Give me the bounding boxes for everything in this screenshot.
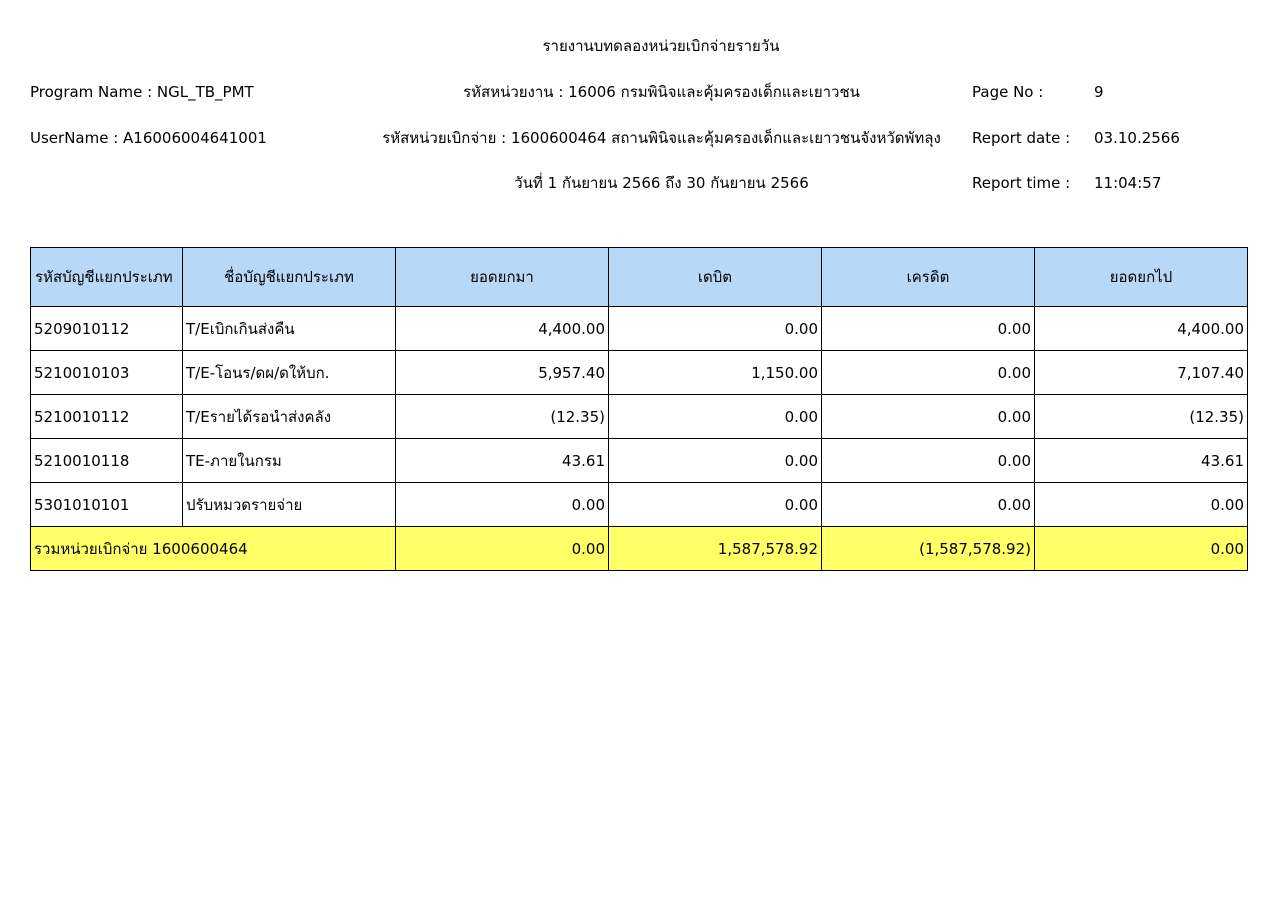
account-name-cell: ปรับหมวดรายจ่าย xyxy=(183,483,396,527)
account-code-cell: 5210010118 xyxy=(31,439,183,483)
col-header-account-name: ชื่อบัญชีแยกประเภท xyxy=(183,248,396,307)
table-row xyxy=(31,351,1248,395)
report-time-value: 11:04:57 xyxy=(1094,174,1162,192)
credit-cell: 0.00 xyxy=(822,439,1035,483)
account-name-cell: T/Eเบิกเกินส่งคืน xyxy=(183,307,396,351)
col-header-debit: เดบิต xyxy=(609,248,822,307)
table-row xyxy=(31,439,1248,483)
brought-forward-cell: 43.61 xyxy=(396,439,609,483)
total-credit-cell: (1,587,578.92) xyxy=(822,527,1035,571)
brought-forward-cell: 4,400.00 xyxy=(396,307,609,351)
debit-cell: 0.00 xyxy=(609,395,822,439)
total-row xyxy=(31,527,1248,571)
account-code-cell: 5210010103 xyxy=(31,351,183,395)
credit-cell: 0.00 xyxy=(822,351,1035,395)
brought-forward-cell: 5,957.40 xyxy=(396,351,609,395)
account-code-cell: 5209010112 xyxy=(31,307,183,351)
table-header-row xyxy=(31,248,1248,307)
carried-forward-cell: 43.61 xyxy=(1035,439,1248,483)
report-date-value: 03.10.2566 xyxy=(1094,129,1180,147)
credit-cell: 0.00 xyxy=(822,395,1035,439)
account-name-cell: T/E-โอนร/ดผ/ดให้บก. xyxy=(183,351,396,395)
page-no-label: Page No : xyxy=(972,83,1044,101)
credit-cell: 0.00 xyxy=(822,307,1035,351)
account-code-cell: 5301010101 xyxy=(31,483,183,527)
report-time-label: Report time : xyxy=(972,174,1071,192)
carried-forward-cell: 7,107.40 xyxy=(1035,351,1248,395)
total-brought-forward-cell: 0.00 xyxy=(396,527,609,571)
carried-forward-cell: (12.35) xyxy=(1035,395,1248,439)
col-header-carried-forward: ยอดยกไป xyxy=(1035,248,1248,307)
report-date-label: Report date : xyxy=(972,129,1071,147)
agency-line: รหัสหน่วยงาน : 16006 กรมพินิจและคุ้มครองเด็กและเยาวชน xyxy=(463,83,860,101)
trial-balance-table xyxy=(30,247,1248,571)
total-label-cell: รวมหน่วยเบิกจ่าย 1600600464 xyxy=(31,527,396,571)
total-debit-cell: 1,587,578.92 xyxy=(609,527,822,571)
debit-cell: 0.00 xyxy=(609,483,822,527)
account-name-cell: TE-ภายในกรม xyxy=(183,439,396,483)
table-row xyxy=(31,395,1248,439)
program-name: Program Name : NGL_TB_PMT xyxy=(30,83,254,101)
debit-cell: 0.00 xyxy=(609,439,822,483)
debit-cell: 1,150.00 xyxy=(609,351,822,395)
report-title: รายงานบทดลองหน่วยเบิกจ่ายรายวัน xyxy=(542,37,780,55)
page-no-value: 9 xyxy=(1094,83,1104,101)
col-header-account-code: รหัสบัญชีแยกประเภท xyxy=(31,248,183,307)
user-name: UserName : A16006004641001 xyxy=(30,129,267,147)
disbursement-unit-line: รหัสหน่วยเบิกจ่าย : 1600600464 สถานพินิจและคุ้มครองเด็กและเยาวชนจังหวัดพัทลุง xyxy=(382,129,941,147)
carried-forward-cell: 4,400.00 xyxy=(1035,307,1248,351)
account-name-cell: T/Eรายได้รอนำส่งคลัง xyxy=(183,395,396,439)
carried-forward-cell: 0.00 xyxy=(1035,483,1248,527)
brought-forward-cell: (12.35) xyxy=(396,395,609,439)
account-code-cell: 5210010112 xyxy=(31,395,183,439)
table-row xyxy=(31,483,1248,527)
col-header-credit: เครดิต xyxy=(822,248,1035,307)
col-header-brought-forward: ยอดยกมา xyxy=(396,248,609,307)
table-row xyxy=(31,307,1248,351)
credit-cell: 0.00 xyxy=(822,483,1035,527)
period-line: วันที่ 1 กันยายน 2566 ถึง 30 กันยายน 2566 xyxy=(514,174,809,192)
total-carried-forward-cell: 0.00 xyxy=(1035,527,1248,571)
brought-forward-cell: 0.00 xyxy=(396,483,609,527)
debit-cell: 0.00 xyxy=(609,307,822,351)
